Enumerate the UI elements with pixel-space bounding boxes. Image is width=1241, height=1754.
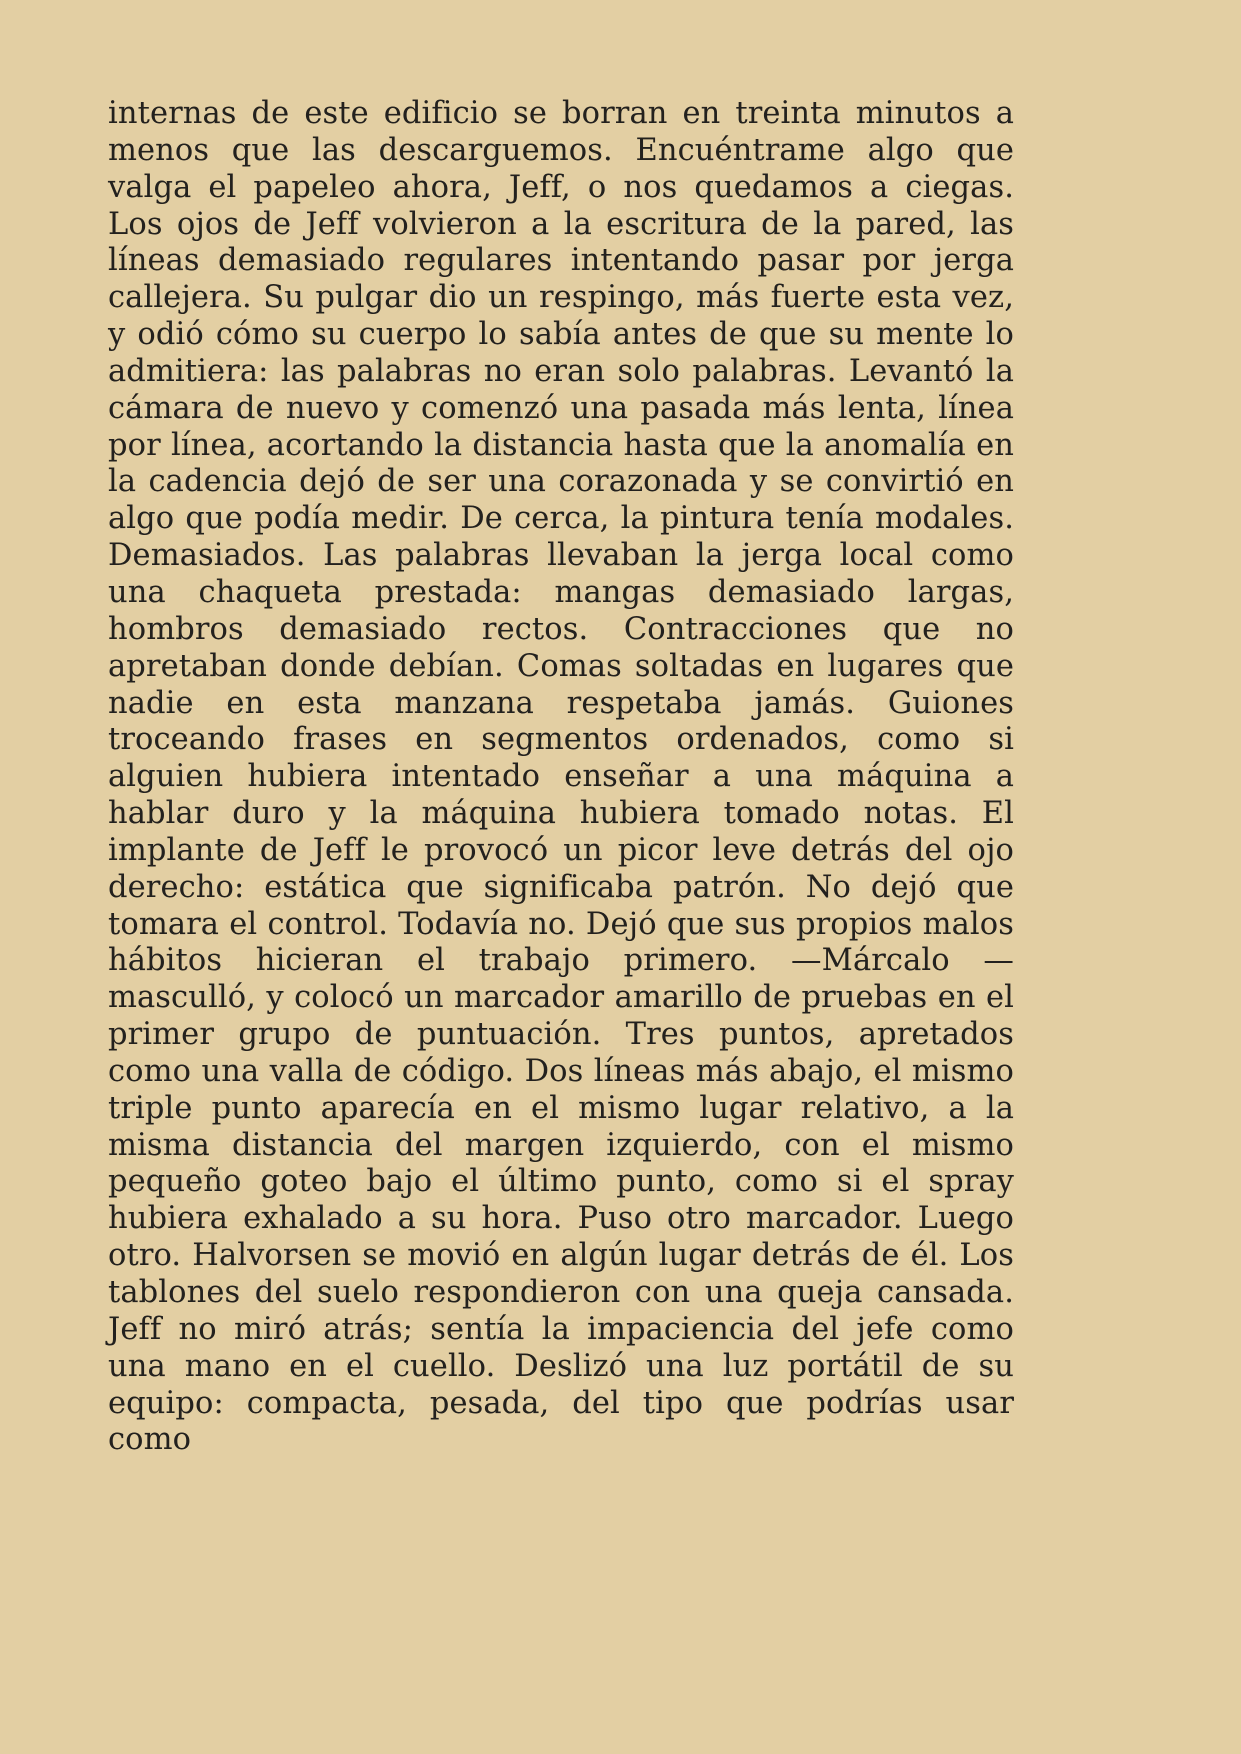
body-text-column bbox=[108, 96, 1014, 1459]
body-paragraph: internas de este edificio se borran en treinta minutos a menos que las descarguemos. Encuéntrame algo que valga el papeleo ahora, Jeff, o nos quedamos a ciegas. Los ojos de Jeff volvieron a la escritura de la pared, las líneas demasiado regulares intentando pasar por jerga callejera. Su pulgar dio un respingo, más fuerte esta vez, y odió cómo su cuerpo lo sabía antes de que su mente lo admitiera: las palabras no eran solo palabras. Levantó la cámara de nuevo y comenzó una pasada más lenta, línea por línea, acortando la distancia hasta que la anomalía en la cadencia dejó de ser una corazonada y se convirtió en algo que podía medir. De cerca, la pintura tenía modales. Demasiados. Las palabras llevaban la jerga local como una chaqueta prestada: mangas demasiado largas, hombros demasiado rectos. Contracciones que no apretaban donde debían. Comas soltadas en lugares que nadie en esta manzana respetaba jamás. Guiones troceando frases en segmentos ordenados, como si alguien hubiera intentado enseñar a una máquina a hablar duro y la máquina hubiera tomado notas. El implante de Jeff le provocó un picor leve detrás del ojo derecho: estática que significaba patrón. No dejó que tomara el control. Todavía no. Dejó que sus propios malos hábitos hicieran el trabajo primero. —Márcalo — masculló, y colocó un marcador amarillo de pruebas en el primer grupo de puntuación. Tres puntos, apretados como una valla de código. Dos líneas más abajo, el mismo triple punto aparecía en el mismo lugar relativo, a la misma distancia del margen izquierdo, con el mismo pequeño goteo bajo el último punto, como si el spray hubiera exhalado a su hora. Puso otro marcador. Luego otro. Halvorsen se movió en algún lugar detrás de él. Los tablones del suelo respondieron con una queja cansada. Jeff no miró atrás; sentía la impaciencia del jefe como una mano en el cuello. Deslizó una luz portátil de su equipo: compacta, pesada, del tipo que podrías usar como bbox=[108, 96, 1014, 1458]
